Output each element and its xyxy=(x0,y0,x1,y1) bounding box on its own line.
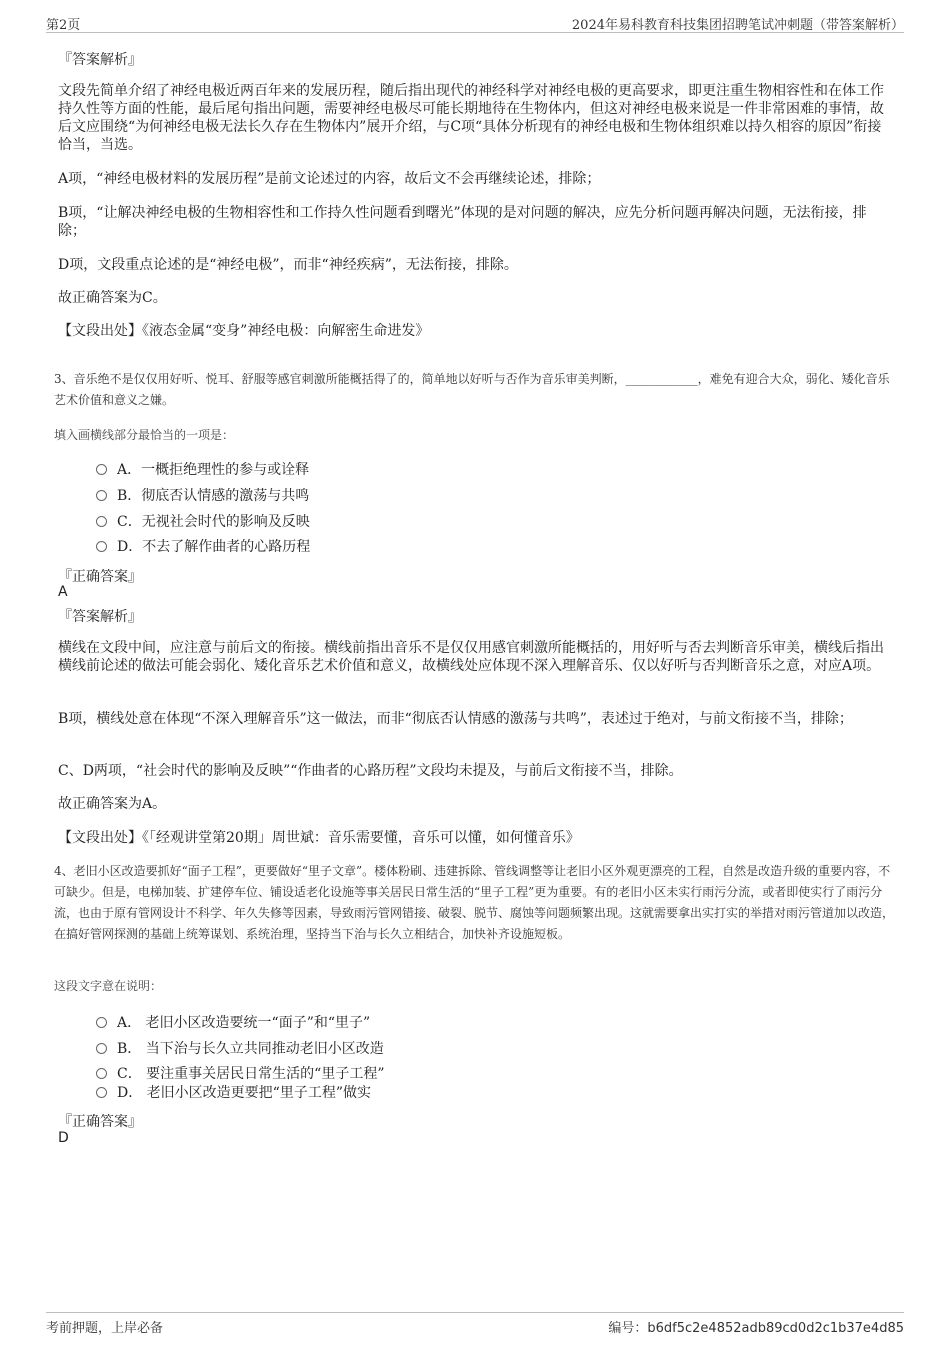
q4-answer: D xyxy=(58,1130,69,1146)
radio-icon[interactable] xyxy=(96,490,107,501)
q3-analysis-main: 横线在文段中间，应注意与前后文的衔接。横线前指出音乐不是仅仅用感官刺激所能概括的，用好听与否去判断音乐审美，横线后指出横线前论述的做法可能会弱化、矮化音乐艺术价值和意义，故横线处应体现不深入理解音乐、仅以好听与否判断音乐之意，对应A项。 xyxy=(58,640,884,674)
q2-analysis-d: D项，文段重点论述的是“神经电极”，而非“神经疾病”，无法衔接，排除。 xyxy=(58,257,518,273)
footer-slogan: 考前押题，上岸必备 xyxy=(46,1321,164,1336)
q3-analysis-cd: C、D两项，“社会时代的影响及反映”“作曲者的心路历程”文段均未提及，与前后文衔接不当，排除。 xyxy=(58,763,683,779)
radio-icon[interactable] xyxy=(96,1017,107,1028)
q3-analysis-b: B项，横线处意在体现“不深入理解音乐”这一做法，而非“彻底否认情感的激荡与共鸣”，表述过于绝对，与前文衔接不当，排除； xyxy=(58,711,853,727)
q3-stem: 3、音乐绝不是仅仅用好听、悦耳、舒服等感官刺激所能概括得了的，简单地以好听与否作为音乐审美判断，____________，难免有迎合大众，弱化、矮化音乐艺术价值和意义之嫌。 xyxy=(54,372,890,407)
radio-icon[interactable] xyxy=(96,1043,107,1054)
q2-conclusion: 故正确答案为C。 xyxy=(58,290,167,306)
q2-analysis-a: A项，“神经电极材料的发展历程”是前文论述过的内容，故后文不会再继续论述，排除； xyxy=(58,171,601,187)
q2-analysis-main: 文段先简单介绍了神经电极近两百年来的发展历程，随后指出现代的神经科学对神经电极的更高要求，即更注重生物相容性和在体工作持久性等方面的性能，最后尾句指出问题，需要神经电极尽可能长期地待在生物体内，但这对神经电极来说是一件非常困难的事情，故后文应围绕“为何神经电极无法长久存在生物体内”展开介绍，与C项“具体分析现有的神经电极和生物体组织难以持久相容的原因”衔接恰当，当选。 xyxy=(58,83,884,153)
radio-icon[interactable] xyxy=(96,516,107,527)
document-code: 编号：b6df5c2e4852adb89cd0d2c1b37e4d85 xyxy=(608,1321,904,1336)
q4-ask: 这段文字意在说明： xyxy=(54,979,163,993)
q3-option-a[interactable]: A．一概拒绝理性的参与或诠释 xyxy=(96,461,309,479)
q2-analysis-b: B项，“让解决神经电极的生物相容性和工作持久性问题看到曙光”体现的是对问题的解决，应先分析问题再解决问题，无法衔接，排除； xyxy=(58,205,867,239)
q3-conclusion: 故正确答案为A。 xyxy=(58,796,167,812)
q4-option-a[interactable]: A． 老旧小区改造要统一“面子”和“里子” xyxy=(96,1014,370,1032)
q2-analysis-label: 『答案解析』 xyxy=(58,52,142,68)
q3-answer: A xyxy=(58,584,68,600)
q3-option-b[interactable]: B．彻底否认情感的激荡与共鸣 xyxy=(96,487,309,505)
radio-icon[interactable] xyxy=(96,464,107,475)
q3-ask: 填入画横线部分最恰当的一项是： xyxy=(54,428,235,442)
q4-option-c[interactable]: C． 要注重事关居民日常生活的“里子工程” xyxy=(96,1065,384,1083)
page-footer xyxy=(46,1312,904,1337)
document-title: 2024年易科教育科技集团招聘笔试冲刺题（带答案解析） xyxy=(571,18,904,33)
q3-option-c[interactable]: C．无视社会时代的影响及反映 xyxy=(96,513,310,531)
q4-option-d[interactable]: D． 老旧小区改造更要把“里子工程”做实 xyxy=(96,1084,371,1102)
q3-option-d[interactable]: D．不去了解作曲者的心路历程 xyxy=(96,538,310,556)
page-header xyxy=(46,12,904,33)
radio-icon[interactable] xyxy=(96,1068,107,1079)
q2-source: 【文段出处】《液态金属“变身”神经电极：向解密生命进发》 xyxy=(58,323,430,339)
q3-answer-label: 『正确答案』 xyxy=(58,569,142,585)
radio-icon[interactable] xyxy=(96,541,107,552)
page-number: 第2页 xyxy=(46,18,81,33)
q4-answer-label: 『正确答案』 xyxy=(58,1114,142,1130)
q3-analysis-label: 『答案解析』 xyxy=(58,609,142,625)
q4-stem: 4、老旧小区改造要抓好“面子工程”，更要做好“里子文章”。楼体粉刷、违建拆除、管线调整等让老旧小区外观更漂亮的工程，自然是改造升级的重要内容，不可缺少。但是，电梯加装、扩建停车位、铺设适老化设施等事关居民日常生活的“里子工程”更为重要。有的老旧小区未实行雨污分流，或者即使实行了雨污分流，也由于原有管网设计不科学、年久失修等因素，导致雨污管网错接、破裂、脱节、腐蚀等问题频繁出现。这就需要拿出实打实的举措对雨污管道加以改造，在搞好管网探测的基础上统筹谋划、系统治理，坚持当下治与长久立相结合，加快补齐设施短板。 xyxy=(54,864,895,941)
q3-source: 【文段出处】《「经观讲堂第20期」周世斌：音乐需要懂，音乐可以懂，如何懂音乐》 xyxy=(58,830,580,846)
q4-option-b[interactable]: B． 当下治与长久立共同推动老旧小区改造 xyxy=(96,1040,384,1058)
radio-icon[interactable] xyxy=(96,1087,107,1098)
